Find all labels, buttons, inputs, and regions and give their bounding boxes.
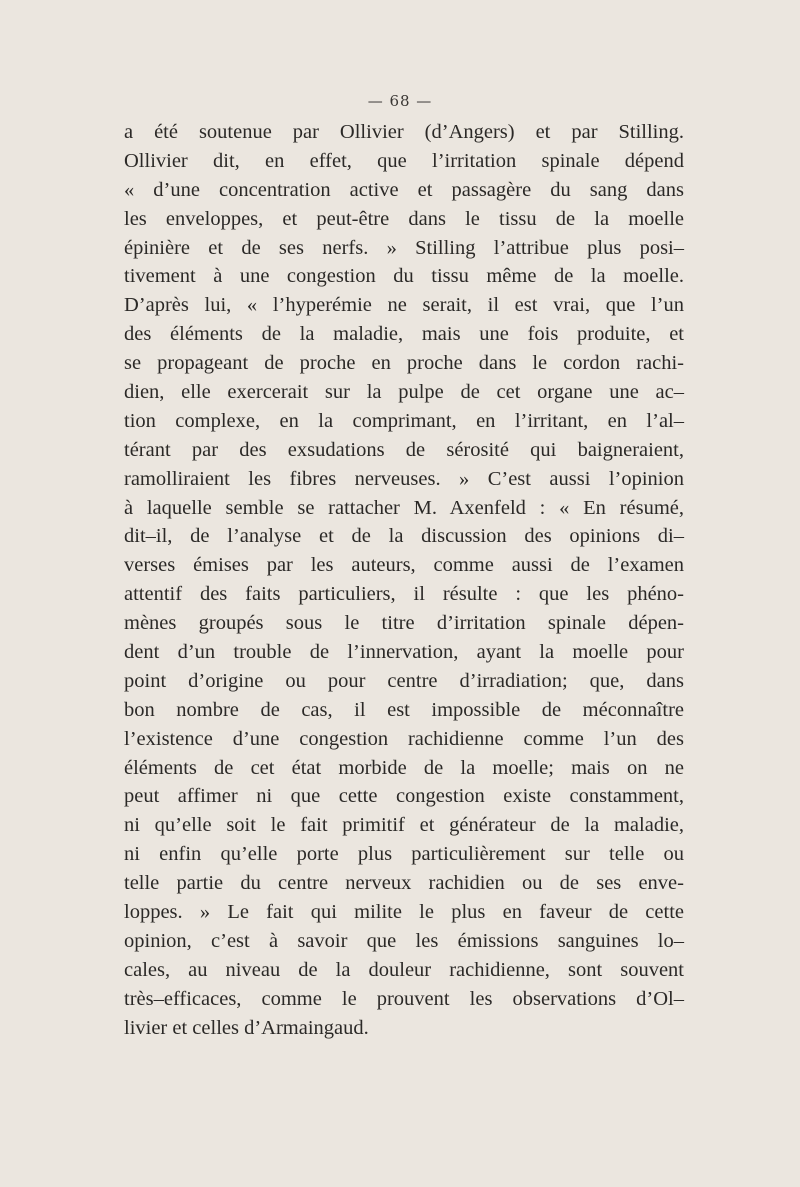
text-line: peut affimer ni que cette congestion existe constamment, [124,785,684,808]
text-line: ni enfin qu’elle porte plus particulièrement sur telle ou [124,843,684,866]
text-line: opinion, c’est à savoir que les émissions sanguines lo– [124,929,684,952]
text-line: cales, au niveau de la douleur rachidienne, sont souvent [124,958,684,981]
text-line: attentif des faits particuliers, il résulte : que les phéno- [124,583,684,606]
text-line: se propageant de proche en proche dans le cordon rachi- [124,352,684,375]
text-line: livier et celles d’Armaingaud. [124,1016,369,1039]
text-line: l’existence d’une congestion rachidienne comme l’un des [124,727,684,750]
text-line: dit–il, de l’analyse et de la discussion des opinions di– [124,525,684,548]
text-line: D’après lui, « l’hyperémie ne serait, il est vrai, que l’un [124,294,684,317]
text-line: des éléments de la maladie, mais une fois produite, et [124,323,684,346]
text-line: tivement à une congestion du tissu même de la moelle. [124,265,684,288]
text-line: Ollivier dit, en effet, que l’irritation spinale dépend [124,149,684,172]
text-line: ramolliraient les fibres nerveuses. » C’est aussi l’opinion [124,467,684,490]
text-line: telle partie du centre nerveux rachidien ou de ses enve- [124,872,684,895]
text-line: dien, elle exercerait sur la pulpe de cet organe une ac– [124,381,684,404]
text-line: mènes groupés sous le titre d’irritation spinale dépen- [124,612,684,635]
text-line: bon nombre de cas, il est impossible de méconnaître [124,698,684,721]
text-line: a été soutenue par Ollivier (d’Angers) et par Stilling. [124,121,684,143]
text-line: très–efficaces, comme le prouvent les observations d’Ol– [124,987,684,1010]
text-line: point d’origine ou pour centre d’irradiation; que, dans [124,669,684,692]
text-line: dent d’un trouble de l’innervation, ayant la moelle pour [124,641,684,664]
text-line: ni qu’elle soit le fait primitif et générateur de la maladie, [124,814,684,837]
text-line: épinière et de ses nerfs. » Stilling l’attribue plus posi– [124,236,684,259]
text-line: tion complexe, en la comprimant, en l’irritant, en l’al– [124,409,684,432]
text-line: « d’une concentration active et passagère du sang dans [124,178,684,201]
text-line: verses émises par les auteurs, comme aussi de l’examen [124,554,684,577]
text-line: loppes. » Le fait qui milite le plus en faveur de cette [124,901,684,924]
text-line: térant par des exsudations de sérosité qui baigneraient, [124,438,684,461]
page-number: — 68 — [367,92,433,110]
text-line: à laquelle semble se rattacher M. Axenfeld : « En résumé, [124,496,684,519]
text-line: éléments de cet état morbide de la moelle; mais on ne [124,756,684,779]
body-text [124,118,684,1043]
text-line: les enveloppes, et peut-être dans le tissu de la moelle [124,207,684,230]
